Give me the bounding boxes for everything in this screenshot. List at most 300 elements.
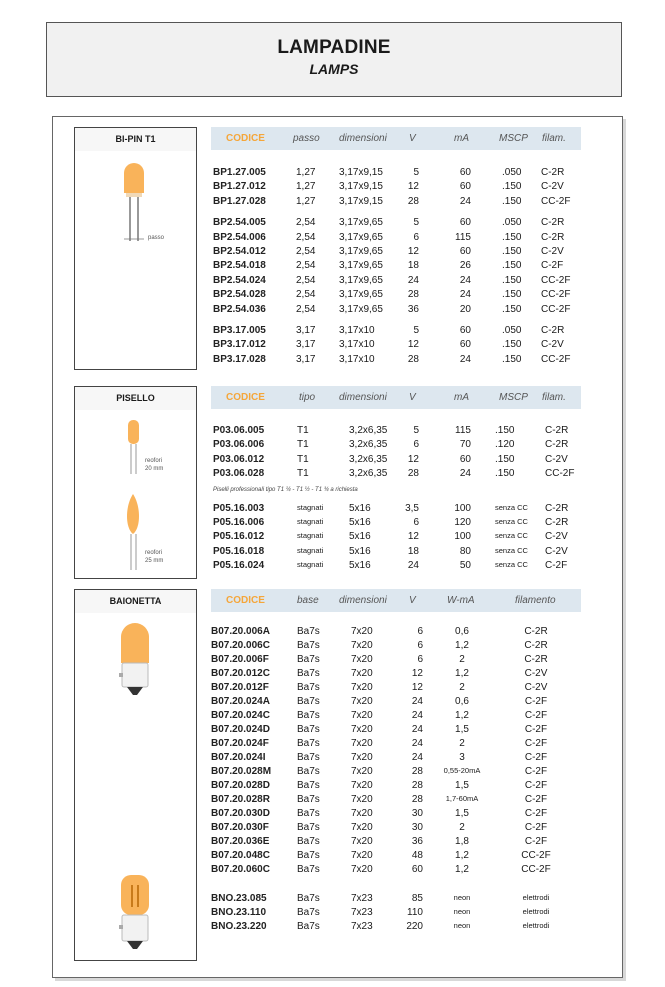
table-cell: 60 [459, 453, 471, 465]
table-cell: elettrodi [522, 921, 550, 930]
product-code: B07.20.036E [211, 836, 270, 847]
table-cell: CC-2F [521, 864, 551, 875]
product-code: BP2.54.028 [213, 289, 266, 301]
table-cell: 3,17x9,15 [339, 167, 383, 178]
table-row [211, 836, 591, 850]
table-cell: 7x20 [351, 710, 373, 721]
table-cell: .150 [502, 231, 522, 243]
table-cell: 0,55-20mA [443, 766, 481, 775]
col-header: CODICE [226, 392, 265, 403]
table-cell: C-2R [545, 502, 569, 514]
table-cell: 3,17x10 [339, 353, 375, 365]
table-cell: 24 [459, 353, 471, 365]
product-code: B07.20.006A [211, 626, 270, 637]
section-image-pisello [74, 410, 197, 579]
table-cell: 2 [459, 738, 465, 749]
table-row [211, 822, 591, 836]
table-cell: C-2F [524, 724, 548, 735]
table-cell: 30 [411, 822, 423, 833]
table-cell: 7x23 [351, 893, 373, 904]
table-cell: 1,7-60mA [445, 794, 479, 803]
table-cell: 1,27 [296, 195, 316, 207]
table-cell: 24 [407, 274, 419, 286]
table-cell: C-2R [541, 167, 565, 178]
table-cell: neon [453, 907, 471, 916]
table-cell: Ba7s [297, 907, 320, 918]
col-header: tipo [299, 392, 316, 403]
table-cell: 3,17x9,15 [339, 181, 383, 193]
table-cell: .150 [502, 353, 522, 365]
table-cell: Ba7s [297, 640, 320, 651]
table-cell: 7x20 [351, 752, 373, 763]
table-cell: Ba7s [297, 822, 320, 833]
bipin-lamp-icon [75, 151, 196, 369]
product-code: BP2.54.012 [213, 246, 266, 257]
table-cell: .150 [502, 339, 522, 351]
table-cell: Ba7s [297, 794, 320, 805]
table-cell: 12 [411, 668, 423, 679]
table-row [211, 907, 591, 921]
table-cell: Ba7s [297, 738, 320, 749]
table-cell: CC-2F [521, 850, 551, 861]
table-cell: stagnati [297, 531, 324, 541]
section-image-bipin [74, 151, 197, 370]
table-cell: 7x20 [351, 780, 373, 791]
table-row [211, 531, 591, 545]
table-row [211, 517, 591, 531]
table-row [211, 425, 591, 439]
table-cell: C-2R [541, 325, 565, 336]
col-header: filamento [515, 595, 556, 606]
table-cell: 1,2 [455, 850, 469, 861]
table-cell: T1 [297, 468, 309, 480]
table-cell: 100 [454, 502, 471, 514]
product-code: B07.20.060C [211, 864, 270, 875]
table-cell: 3,2x6,35 [349, 439, 388, 451]
table-row [211, 696, 591, 710]
table-cell: C-2R [541, 217, 565, 229]
table-cell: 80 [459, 545, 471, 557]
table-cell: 70 [459, 439, 471, 451]
table-row [211, 668, 591, 682]
table-cell: 7x20 [351, 836, 373, 847]
table-cell: 12 [411, 682, 423, 693]
table-cell: 36 [407, 303, 419, 315]
table-cell: 28 [407, 289, 419, 301]
table-cell: 7x23 [351, 907, 373, 918]
table-cell: 2,54 [296, 246, 316, 257]
table-row [211, 354, 591, 368]
table-cell: Ba7s [297, 893, 320, 904]
table-cell: 0,6 [455, 626, 469, 637]
table-cell: elettrodi [522, 907, 550, 916]
table-row [211, 850, 591, 864]
table-cell: 3,2x6,35 [349, 468, 388, 480]
pisello-reofori-label: reofori [145, 458, 163, 464]
table-row [211, 304, 591, 318]
table-cell: 7x20 [351, 794, 373, 805]
product-code: B07.20.006F [211, 654, 269, 665]
table-cell: Ba7s [297, 921, 320, 932]
table-cell: 7x20 [351, 626, 373, 637]
table-cell: 28 [411, 766, 423, 777]
table-cell: .150 [502, 303, 522, 315]
bipin-passo-label: passo [148, 235, 165, 241]
table-cell: 20 [459, 303, 471, 315]
table-cell: 24 [411, 710, 423, 721]
table-cell: 24 [459, 195, 471, 207]
table-cell: Ba7s [297, 696, 320, 707]
pisello-lamp-icon [75, 410, 196, 578]
col-header: MSCP [499, 133, 528, 144]
table-cell: 7x20 [351, 822, 373, 833]
table-cell: 60 [411, 864, 423, 875]
table-cell: 1,5 [455, 780, 469, 791]
table-cell: C-2F [524, 752, 548, 763]
col-header: base [297, 595, 319, 606]
table-cell: 7x20 [351, 766, 373, 777]
product-code: B07.20.030D [211, 808, 270, 819]
table-cell: 1,27 [296, 181, 316, 193]
table-cell: C-2V [541, 339, 564, 351]
table-cell: senza CC [495, 531, 528, 541]
table-cell: T1 [297, 453, 309, 465]
table-row [211, 808, 591, 822]
table-cell: stagnati [297, 517, 324, 526]
table-cell: 28 [411, 780, 423, 791]
table-cell: neon [453, 893, 471, 902]
table-cell: 50 [459, 560, 471, 572]
product-code: BP3.17.028 [213, 353, 266, 365]
table-cell: .150 [502, 289, 522, 301]
table-row [211, 560, 591, 574]
table-cell: C-2R [545, 425, 569, 436]
table-cell: stagnati [297, 545, 324, 555]
table-cell: neon [453, 921, 471, 930]
col-header: V [409, 392, 416, 403]
table-cell: 26 [459, 260, 471, 272]
table-cell: 6 [413, 439, 419, 451]
table-cell: 60 [459, 246, 471, 257]
table-row [211, 196, 591, 210]
table-row [211, 339, 591, 353]
table-cell: 115 [455, 231, 471, 243]
table-cell: 3,2x6,35 [349, 453, 388, 465]
table-cell: 7x20 [351, 640, 373, 651]
table-cell: 110 [407, 907, 423, 918]
product-code: BP2.54.005 [213, 217, 266, 229]
table-row [211, 780, 591, 794]
table-cell: 5x16 [349, 517, 371, 528]
table-cell: 24 [411, 738, 423, 749]
table-cell: 12 [407, 453, 419, 465]
table-cell: Ba7s [297, 668, 320, 679]
product-code: BP2.54.036 [213, 303, 266, 315]
table-cell: 1,8 [455, 836, 469, 847]
table-row [211, 468, 591, 482]
table-cell: 12 [407, 531, 419, 543]
table-cell: C-2V [541, 246, 564, 257]
table-cell: .050 [502, 167, 522, 178]
table-cell: 220 [406, 921, 423, 932]
product-code: B07.20.028D [211, 780, 270, 791]
product-code: BNO.23.220 [211, 921, 267, 932]
table-row [211, 181, 591, 195]
product-code: BP1.27.028 [213, 195, 266, 207]
table-cell: 3,17x9,65 [339, 260, 383, 272]
section-label-bipin: BI-PIN T1 [74, 127, 197, 152]
table-cell: 2,54 [296, 274, 316, 286]
table-cell: 7x20 [351, 696, 373, 707]
table-cell: Ba7s [297, 752, 320, 763]
table-cell: Ba7s [297, 864, 320, 875]
table-cell: 18 [407, 260, 419, 272]
table-cell: C-2F [524, 794, 548, 805]
product-code: P05.16.003 [213, 502, 265, 514]
table-cell: 60 [459, 167, 471, 178]
table-cell: C-2V [545, 545, 568, 557]
table-cell: 12 [407, 246, 419, 257]
product-code: BP2.54.006 [213, 231, 266, 243]
table-cell: 7x20 [351, 654, 373, 665]
product-code: BP3.17.005 [213, 325, 266, 336]
table-cell: stagnati [297, 560, 324, 570]
product-code: P03.06.028 [213, 468, 265, 480]
table-cell: Ba7s [297, 710, 320, 721]
table-row [211, 454, 591, 468]
table-cell: 7x20 [351, 724, 373, 735]
product-code: BP1.27.012 [213, 181, 266, 193]
table-cell: 7x20 [351, 850, 373, 861]
table-row [211, 766, 591, 780]
col-header: V [409, 595, 416, 606]
table-row [211, 260, 591, 274]
table-cell: 2 [459, 654, 465, 665]
table-cell: .150 [495, 468, 515, 480]
product-code: P05.16.024 [213, 560, 265, 572]
table-cell: .050 [502, 217, 522, 229]
table-cell: 7x20 [351, 738, 373, 749]
product-code: BP1.27.005 [213, 167, 266, 178]
section-label-pisello: PISELLO [74, 386, 197, 411]
table-cell: 24 [459, 468, 471, 480]
table-row [211, 738, 591, 752]
col-header: mA [454, 133, 469, 144]
table-cell: 7x20 [351, 864, 373, 875]
product-code: BP2.54.024 [213, 274, 266, 286]
table-cell: senza CC [495, 502, 528, 512]
pisello-reofori-size-2: 25 mm [145, 558, 164, 564]
table-cell: 1,5 [455, 808, 469, 819]
table-cell: C-2V [524, 668, 548, 679]
table-cell: 60 [459, 325, 471, 336]
table-cell: 3,17 [296, 325, 316, 336]
col-header: dimensioni [339, 133, 387, 144]
table-cell: 3 [459, 752, 465, 763]
baionetta-lamp-icon [75, 613, 196, 960]
table-cell: 1,2 [455, 864, 469, 875]
table-cell: C-2R [524, 640, 548, 651]
table-cell: 3,17x9,65 [339, 289, 383, 301]
table-cell: senza CC [495, 560, 528, 570]
table-cell: 2,54 [296, 303, 316, 315]
table-row [211, 439, 591, 453]
table-cell: 5 [413, 425, 419, 436]
table-row [211, 640, 591, 654]
table-cell: C-2F [524, 710, 548, 721]
table-cell: Ba7s [297, 682, 320, 693]
table-cell: 36 [411, 836, 423, 847]
table-cell: .150 [502, 181, 522, 193]
table-cell: 3,17x9,65 [339, 231, 383, 243]
table-cell: 6 [413, 231, 419, 243]
product-code: B07.20.024D [211, 724, 270, 735]
table-cell: 7x20 [351, 668, 373, 679]
table-row [211, 167, 591, 181]
table-row [211, 921, 591, 935]
table-cell: C-2V [524, 682, 548, 693]
product-code: P03.06.012 [213, 453, 265, 465]
table-cell: CC-2F [545, 468, 575, 480]
table-header-bipin [211, 127, 581, 150]
table-cell: 1,2 [455, 668, 469, 679]
table-cell: C-2V [545, 453, 568, 465]
table-cell: C-2F [524, 766, 548, 777]
col-header: V [409, 133, 416, 144]
pisello-reofori-size: 20 mm [145, 466, 164, 472]
table-row [211, 546, 591, 560]
table-cell: 120 [454, 517, 471, 528]
table-cell: 1,27 [296, 167, 316, 178]
table-cell: 0,6 [455, 696, 469, 707]
product-code: P05.16.006 [213, 517, 265, 528]
table-cell: .150 [495, 453, 515, 465]
table-row [211, 752, 591, 766]
table-cell: Ba7s [297, 766, 320, 777]
table-cell: 60 [459, 339, 471, 351]
table-row [211, 893, 591, 907]
table-cell: C-2R [524, 626, 548, 637]
table-cell: C-2V [541, 181, 564, 193]
table-cell: 60 [459, 181, 471, 193]
table-cell: .150 [495, 425, 515, 436]
table-cell: 5x16 [349, 502, 371, 514]
col-header: mA [454, 392, 469, 403]
table-cell: Ba7s [297, 808, 320, 819]
table-cell: .150 [502, 246, 522, 257]
product-code: BNO.23.110 [211, 907, 267, 918]
table-cell: C-2F [541, 260, 564, 272]
table-cell: 6 [417, 654, 423, 665]
product-code: B07.20.048C [211, 850, 270, 861]
table-cell: 12 [407, 181, 419, 193]
table-row [211, 682, 591, 696]
table-cell: 7x20 [351, 808, 373, 819]
table-row [211, 654, 591, 668]
table-header-pisello [211, 386, 581, 409]
table-row [211, 246, 591, 260]
table-cell: 3,5 [405, 502, 419, 514]
table-header-baionetta [211, 589, 581, 612]
col-header: dimensioni [339, 392, 387, 403]
product-code: B07.20.012F [211, 682, 269, 693]
table-cell: 2 [459, 682, 465, 693]
section-image-baionetta [74, 613, 197, 961]
table-cell: senza CC [495, 517, 528, 526]
product-code: P03.06.005 [213, 425, 265, 436]
table-cell: 3,17 [296, 353, 316, 365]
col-header: W-mA [447, 595, 475, 606]
product-code: B07.20.028M [211, 766, 272, 777]
table-cell: 28 [407, 195, 419, 207]
table-cell: Ba7s [297, 724, 320, 735]
table-cell: C-2R [545, 517, 569, 528]
table-cell: 12 [407, 339, 419, 351]
product-code: P05.16.012 [213, 531, 265, 543]
table-cell: 5x16 [349, 531, 371, 543]
table-row [211, 626, 591, 640]
col-header: dimensioni [339, 595, 387, 606]
table-cell: C-2F [524, 738, 548, 749]
table-cell: .150 [502, 274, 522, 286]
table-cell: 18 [407, 545, 419, 557]
table-cell: C-2F [524, 836, 548, 847]
table-cell: C-2F [524, 696, 548, 707]
table-cell: elettrodi [522, 893, 550, 902]
product-code: B07.20.012C [211, 668, 270, 679]
table-cell: .050 [502, 325, 522, 336]
table-cell: 2,54 [296, 260, 316, 272]
table-cell: 6 [413, 517, 419, 528]
table-row [211, 864, 591, 878]
table-cell: Ba7s [297, 850, 320, 861]
table-cell: stagnati [297, 502, 324, 512]
table-cell: 7x20 [351, 682, 373, 693]
col-header: passo [293, 133, 320, 144]
table-row [211, 503, 591, 517]
table-cell: 3,17x10 [339, 339, 375, 351]
table-row [211, 289, 591, 303]
table-cell: 28 [407, 468, 419, 480]
table-cell: Ba7s [297, 780, 320, 791]
table-cell: 24 [407, 560, 419, 572]
table-cell: 60 [459, 217, 471, 229]
table-cell: .150 [502, 260, 522, 272]
table-cell: 3,2x6,35 [349, 425, 388, 436]
table-row [211, 710, 591, 724]
product-code: P03.06.006 [213, 439, 265, 451]
table-cell: 1,2 [455, 640, 469, 651]
product-code: B07.20.024I [211, 752, 266, 763]
table-cell: 24 [459, 274, 471, 286]
table-cell: 24 [459, 289, 471, 301]
table-row [211, 724, 591, 738]
table-cell: T1 [297, 439, 309, 451]
table-row [211, 325, 591, 339]
table-cell: C-2F [524, 808, 548, 819]
product-code: B07.20.024A [211, 696, 270, 707]
product-code: B07.20.006C [211, 640, 270, 651]
table-cell: 5x16 [349, 545, 371, 557]
col-header: CODICE [226, 133, 265, 144]
table-cell: 2,54 [296, 289, 316, 301]
table-cell: C-2R [541, 231, 565, 243]
product-code: BNO.23.085 [211, 893, 267, 904]
table-row [211, 794, 591, 808]
pisello-note: Piselli professionali tipo T1 ¼ - T1 ½ - T1 ¾ a richiesta [213, 487, 358, 493]
table-cell: 2,54 [296, 231, 316, 243]
table-cell: 28 [411, 794, 423, 805]
